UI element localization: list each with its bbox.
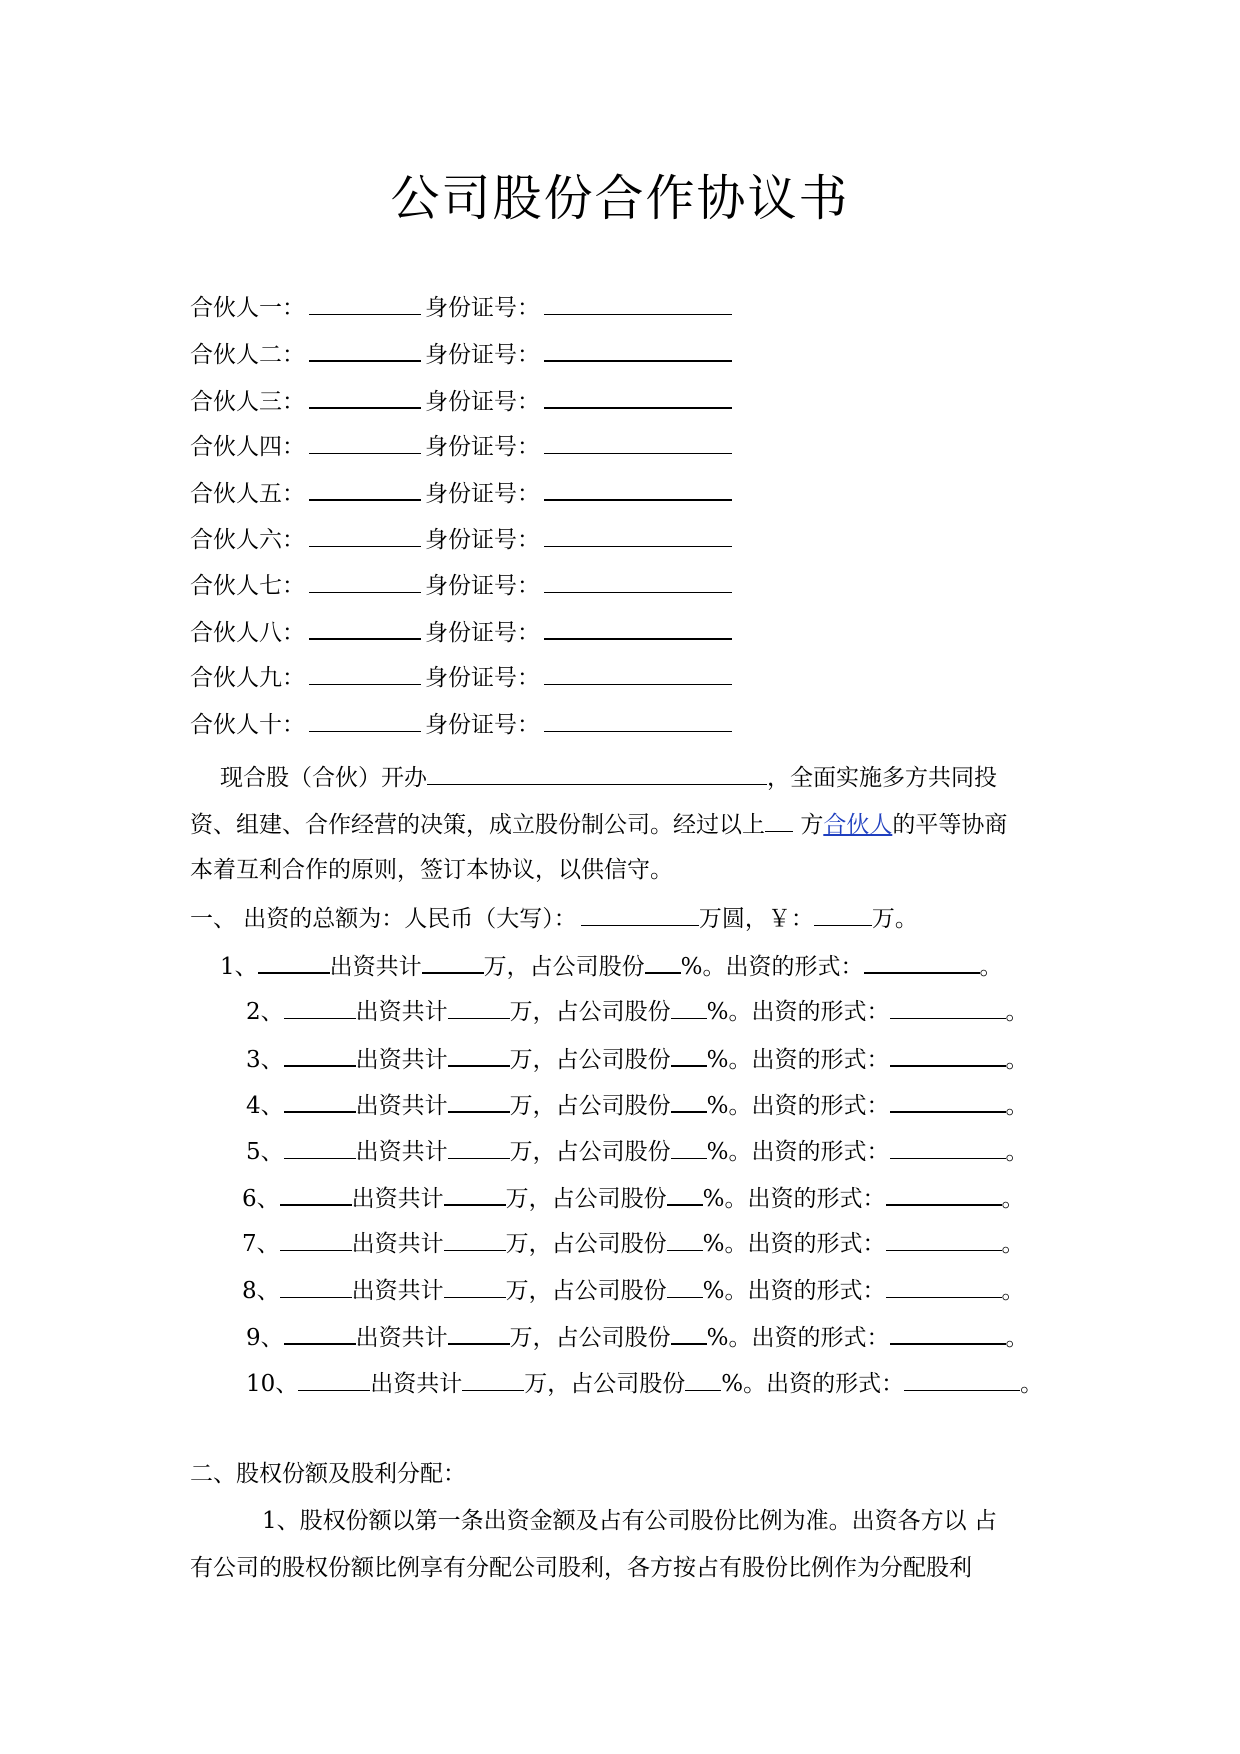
- share-percent-blank[interactable]: [685, 1366, 721, 1391]
- partner-label: 合伙人九：: [190, 665, 305, 692]
- partner-row: [190, 568, 732, 602]
- id-number-blank[interactable]: [544, 568, 732, 593]
- share-percent-blank[interactable]: [671, 994, 707, 1019]
- contribution-text: 万，占公司股份: [509, 1325, 671, 1352]
- id-label: 身份证号：: [425, 388, 540, 415]
- contribution-row: [220, 948, 1003, 983]
- share-percent-blank[interactable]: [667, 1273, 703, 1298]
- id-number-blank[interactable]: [544, 614, 732, 640]
- id-label: 身份证号：: [425, 665, 540, 692]
- contribution-amount-blank[interactable]: [448, 1319, 510, 1345]
- id-label: 身份证号：: [425, 295, 540, 321]
- contribution-text: %。出资的形式：: [702, 1231, 886, 1258]
- partner-label: 合伙人七：: [190, 572, 305, 599]
- partner-name-blank[interactable]: [309, 336, 421, 362]
- contributor-name-blank[interactable]: [298, 1366, 370, 1391]
- contribution-text: %。出资的形式：: [702, 1277, 886, 1304]
- share-percent-blank[interactable]: [671, 1087, 707, 1113]
- contribution-form-blank[interactable]: [886, 1180, 1002, 1206]
- intro-text: ，全面实施多方共同投: [767, 765, 997, 791]
- contribution-number: 5、: [246, 1138, 284, 1165]
- party-count-blank[interactable]: [765, 807, 793, 832]
- contribution-text: 出资共计: [351, 1186, 444, 1212]
- partner-row: [190, 429, 732, 463]
- partner-name-blank[interactable]: [309, 383, 421, 409]
- contribution-number: 10、: [246, 1370, 299, 1397]
- intro-text: 的平等协商: [892, 812, 1008, 838]
- contribution-text: 出资共计: [355, 1138, 448, 1165]
- contribution-row: [246, 1087, 1029, 1122]
- contribution-number: 3、: [246, 1046, 284, 1073]
- contribution-text: 万，占公司股份: [509, 1046, 671, 1073]
- id-number-blank[interactable]: [544, 336, 732, 362]
- section1-heading: [190, 901, 918, 935]
- share-percent-blank[interactable]: [645, 948, 681, 974]
- contribution-number: 6、: [242, 1186, 280, 1212]
- contribution-text: 。: [1005, 1325, 1029, 1352]
- contribution-text: 万，占公司股份: [505, 1186, 667, 1212]
- id-label: 身份证号：: [425, 433, 540, 460]
- partner-name-blank[interactable]: [309, 707, 421, 732]
- partner-name-blank[interactable]: [309, 522, 421, 547]
- contributor-name-blank[interactable]: [284, 1087, 356, 1113]
- contributor-name-blank[interactable]: [284, 1041, 356, 1067]
- partner-row: [190, 707, 732, 741]
- contribution-text: 。: [1001, 1186, 1025, 1212]
- section1-heading-text: 一、 出资的总额为：人民币（大写）：: [190, 906, 577, 932]
- intro-line-2: [190, 807, 1007, 841]
- contribution-text: 出资共计: [355, 1325, 448, 1352]
- contribution-row: [246, 1134, 1029, 1168]
- partner-name-blank[interactable]: [309, 568, 421, 593]
- contribution-text: 出资共计: [355, 1046, 448, 1073]
- contribution-text: 万，占公司股份: [505, 1277, 667, 1304]
- partner-label: 合伙人五：: [190, 481, 305, 508]
- contribution-amount-blank[interactable]: [444, 1226, 506, 1251]
- contribution-form-blank[interactable]: [890, 1041, 1006, 1067]
- contribution-amount-blank[interactable]: [448, 1087, 510, 1113]
- id-number-blank[interactable]: [544, 429, 732, 454]
- contribution-text: %。出资的形式：: [680, 954, 864, 980]
- contribution-text: 。: [1020, 1370, 1044, 1397]
- partner-name-blank[interactable]: [309, 660, 421, 685]
- intro-text: 方: [800, 812, 824, 838]
- id-label: 身份证号：: [425, 620, 540, 647]
- id-label: 身份证号：: [425, 526, 540, 553]
- contribution-number: 2、: [246, 999, 284, 1026]
- partner-label: 合伙人四：: [190, 433, 305, 460]
- contribution-text: 万，占公司股份: [505, 1231, 667, 1258]
- contributor-name-blank[interactable]: [258, 948, 330, 974]
- contribution-row: [242, 1180, 1025, 1215]
- total-amount-words-blank[interactable]: [581, 901, 699, 926]
- id-number-blank[interactable]: [544, 660, 732, 685]
- contribution-text: 出资共计: [370, 1370, 463, 1397]
- contribution-text: 。: [1005, 999, 1029, 1026]
- company-name-blank[interactable]: [427, 760, 767, 785]
- intro-text: 本着互利合作的原则，签订本协议，以供信守。: [190, 857, 673, 883]
- share-percent-blank[interactable]: [671, 1134, 707, 1159]
- contributor-name-blank[interactable]: [284, 994, 356, 1019]
- partner-label: 合伙人六：: [190, 526, 305, 553]
- contribution-text: %。出资的形式：: [706, 1138, 890, 1165]
- contribution-amount-blank[interactable]: [444, 1273, 506, 1298]
- section1-unit: 万圆，￥：: [698, 906, 814, 932]
- contribution-amount-blank[interactable]: [448, 994, 510, 1019]
- contribution-text: %。出资的形式：: [706, 999, 890, 1026]
- contribution-amount-blank[interactable]: [448, 1041, 510, 1067]
- intro-text: 资、组建、合作经营的决策，成立股份制公司。经过以上: [190, 812, 765, 838]
- partner-row: [190, 522, 732, 556]
- intro-line-3: [190, 854, 673, 886]
- contribution-form-blank[interactable]: [886, 1273, 1002, 1298]
- contribution-form-blank[interactable]: [886, 1226, 1002, 1251]
- partner-row: [190, 614, 732, 649]
- contribution-number: 8、: [242, 1277, 280, 1304]
- contribution-form-blank[interactable]: [890, 994, 1006, 1019]
- contribution-text: 出资共计: [351, 1277, 444, 1304]
- partner-name-blank[interactable]: [309, 475, 421, 501]
- contribution-text: 出资共计: [351, 1231, 444, 1258]
- id-label: 身份证号：: [425, 711, 540, 738]
- section2-paragraph-line-1: 1、股权份额以第一条出资金额及占有公司股份比例为准。出资各方以 占: [262, 1508, 997, 1534]
- id-number-blank[interactable]: [544, 383, 732, 409]
- contribution-form-blank[interactable]: [864, 948, 980, 974]
- share-percent-blank[interactable]: [667, 1180, 703, 1206]
- contribution-text: 万，占公司股份: [509, 999, 671, 1026]
- contributor-name-blank[interactable]: [280, 1180, 352, 1206]
- id-number-blank[interactable]: [544, 290, 732, 315]
- id-number-blank[interactable]: [544, 707, 732, 732]
- contribution-text: 。: [1005, 1138, 1029, 1165]
- contributor-name-blank[interactable]: [284, 1319, 356, 1345]
- id-label: 身份证号：: [425, 572, 540, 599]
- partner-label: 合伙人一：: [190, 295, 305, 321]
- partner-label: 合伙人八：: [190, 620, 305, 647]
- share-percent-blank[interactable]: [671, 1319, 707, 1345]
- partner-name-blank[interactable]: [309, 290, 421, 315]
- section1-unit: 万。: [871, 906, 918, 932]
- contribution-text: 万，占公司股份: [483, 954, 645, 980]
- total-amount-number-blank[interactable]: [814, 901, 872, 926]
- section2-paragraph-line-2: 有公司的股权份额比例享有分配公司股利，各方按占有股份比例作为分配股利: [190, 1555, 972, 1581]
- contribution-number: 7、: [242, 1231, 280, 1258]
- contribution-text: 万，占公司股份: [509, 1093, 671, 1120]
- contribution-number: 4、: [246, 1093, 284, 1120]
- contribution-row: [246, 994, 1029, 1028]
- id-number-blank[interactable]: [544, 475, 732, 501]
- partner-link[interactable]: 合伙人: [823, 812, 893, 838]
- contribution-row: [246, 1041, 1029, 1076]
- contribution-text: 万，占公司股份: [524, 1370, 686, 1397]
- contribution-text: 。: [979, 954, 1003, 980]
- contribution-text: 。: [1005, 1046, 1029, 1073]
- contribution-text: %。出资的形式：: [706, 1325, 890, 1352]
- contribution-form-blank[interactable]: [890, 1134, 1006, 1159]
- contribution-row: [242, 1273, 1025, 1307]
- share-percent-blank[interactable]: [667, 1226, 703, 1251]
- id-number-blank[interactable]: [544, 522, 732, 547]
- partner-row: [190, 290, 732, 324]
- contribution-form-blank[interactable]: [904, 1366, 1020, 1391]
- partner-row: [190, 383, 732, 418]
- contributor-name-blank[interactable]: [280, 1226, 352, 1251]
- contribution-amount-blank[interactable]: [462, 1366, 524, 1391]
- contribution-amount-blank[interactable]: [422, 948, 484, 974]
- share-percent-blank[interactable]: [671, 1041, 707, 1067]
- contribution-text: %。出资的形式：: [706, 1046, 890, 1073]
- contribution-row: [246, 1319, 1029, 1354]
- intro-line-1: [190, 760, 997, 794]
- partner-row: [190, 336, 732, 371]
- contribution-text: %。出资的形式：: [706, 1093, 890, 1120]
- contribution-text: %。出资的形式：: [721, 1370, 905, 1397]
- contribution-row: [242, 1226, 1025, 1260]
- contribution-number: 1、: [220, 954, 258, 980]
- section2-heading: 二、股权份额及股利分配：: [190, 1461, 466, 1487]
- contributor-name-blank[interactable]: [284, 1134, 356, 1159]
- contribution-amount-blank[interactable]: [448, 1134, 510, 1159]
- partner-label: 合伙人二：: [190, 342, 305, 369]
- contribution-row: [246, 1366, 1043, 1400]
- contribution-text: 。: [1005, 1093, 1029, 1120]
- partner-name-blank[interactable]: [309, 614, 421, 640]
- partner-label: 合伙人十：: [190, 711, 305, 738]
- partner-row: [190, 660, 732, 694]
- contribution-text: 出资共计: [355, 1093, 448, 1120]
- document-title: 公司股份合作协议书: [390, 170, 850, 227]
- contribution-text: %。出资的形式：: [702, 1186, 886, 1212]
- partner-label: 合伙人三：: [190, 388, 305, 415]
- id-label: 身份证号：: [425, 342, 540, 369]
- contribution-text: 出资共计: [329, 954, 422, 980]
- contributor-name-blank[interactable]: [280, 1273, 352, 1298]
- intro-text: 现合股（合伙）开办: [220, 765, 427, 791]
- contribution-text: 万，占公司股份: [509, 1138, 671, 1165]
- contribution-text: 出资共计: [355, 999, 448, 1026]
- partner-name-blank[interactable]: [309, 429, 421, 454]
- contribution-text: 。: [1001, 1277, 1025, 1304]
- contribution-form-blank[interactable]: [890, 1087, 1006, 1113]
- partner-row: [190, 475, 732, 510]
- contribution-form-blank[interactable]: [890, 1319, 1006, 1345]
- contribution-amount-blank[interactable]: [444, 1180, 506, 1206]
- contribution-text: 。: [1001, 1231, 1025, 1258]
- contribution-number: 9、: [246, 1325, 284, 1352]
- id-label: 身份证号：: [425, 481, 540, 508]
